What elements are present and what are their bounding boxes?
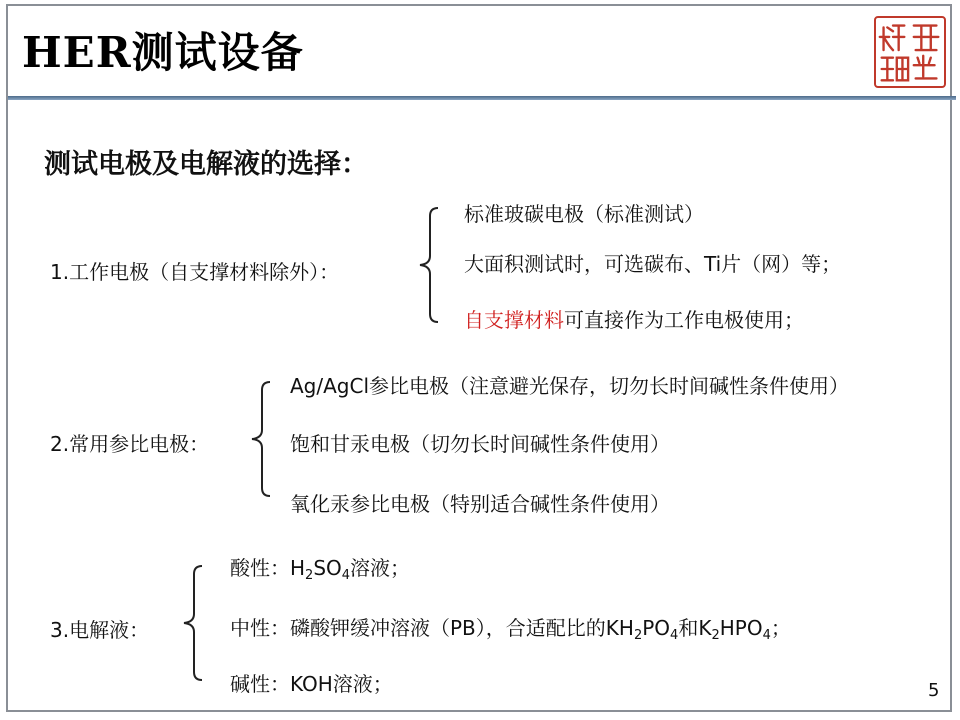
- list-item: 自支撑材料可直接作为工作电极使用；: [464, 308, 804, 332]
- page-number: 5: [928, 680, 940, 701]
- list-item: 氧化汞参比电极（特别适合碱性条件使用）: [290, 492, 670, 516]
- title-en: HER: [22, 28, 132, 77]
- section-2-brace: [250, 380, 276, 498]
- title-bar: [8, 6, 950, 92]
- section-2-label: 2.常用参比电极：: [50, 432, 210, 456]
- section-heading: 测试电极及电解液的选择：: [44, 149, 368, 180]
- section-3-label: 3.电解液：: [50, 618, 150, 642]
- highlight-text: 自支撑材料: [464, 308, 564, 332]
- list-item: 大面积测试时，可选碳布、Ti片（网）等；: [464, 252, 842, 276]
- title-underline: [8, 96, 956, 100]
- list-item: 标准玻碳电极（标准测试）: [464, 202, 704, 226]
- list-item: 酸性：$H_2SO_4$溶液；: [230, 556, 411, 583]
- slide-title: [22, 20, 304, 80]
- list-item: Ag/AgCl参比电极（注意避光保存，切勿长时间碱性条件使用）: [290, 374, 850, 398]
- slide-frame: [6, 4, 952, 712]
- list-item: 中性：磷酸钾缓冲溶液（PB），合适配比的$KH_2PO_4$和$K_2HPO_4$；: [230, 616, 791, 643]
- section-3-brace: [182, 564, 208, 682]
- section-1-label: 1.工作电极（自支撑材料除外）：: [50, 260, 340, 284]
- title-cn: 测试设备: [131, 28, 304, 77]
- list-item: 饱和甘汞电极（切勿长时间碱性条件使用）: [290, 432, 670, 456]
- section-1-brace: [418, 206, 444, 324]
- logo-seal: [874, 16, 946, 88]
- list-item: 碱性：KOH溶液；: [230, 672, 393, 696]
- seal-icon: [876, 18, 944, 86]
